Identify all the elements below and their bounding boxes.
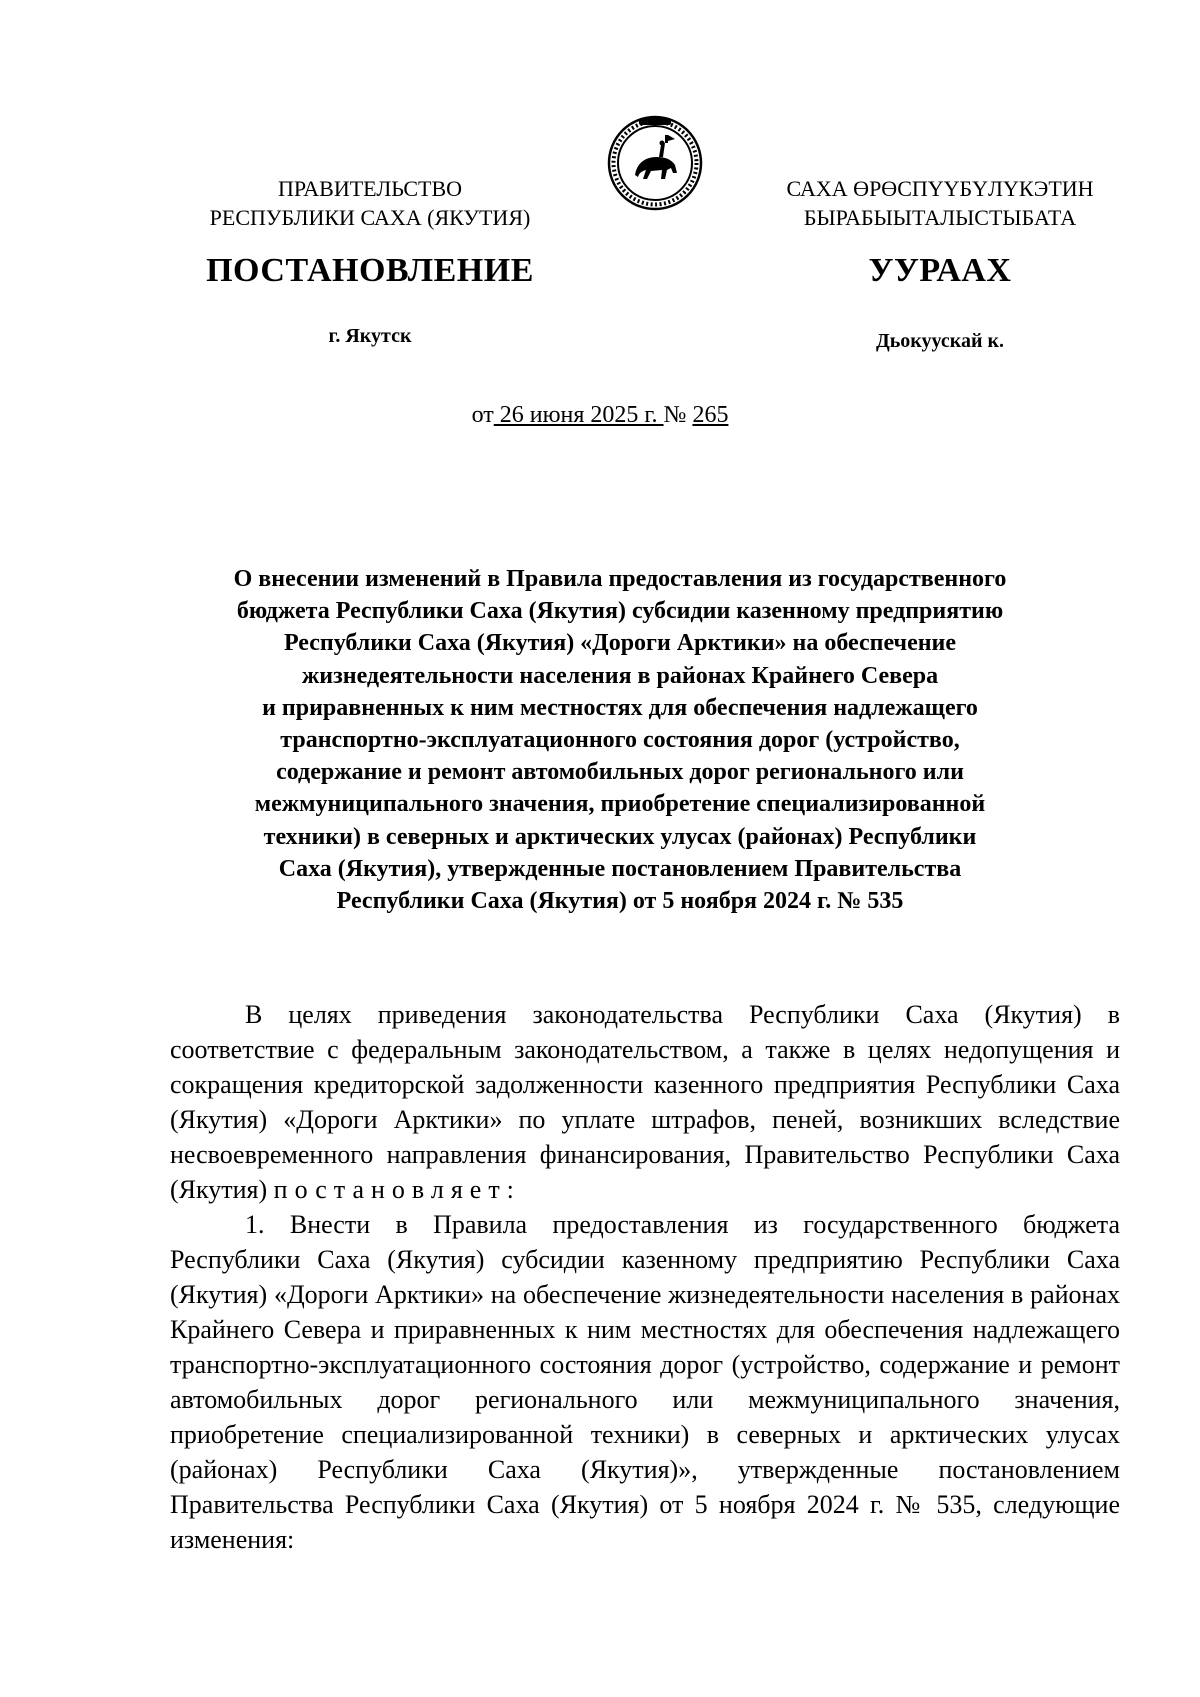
header-left-line2: РЕСПУБЛИКИ САХА (ЯКУТИЯ) (209, 205, 531, 230)
resolves-word: постановляет: (273, 1175, 521, 1204)
doc-type-right: УУРААХ (868, 252, 1012, 289)
doc-type-left: ПОСТАНОВЛЕНИЕ (206, 252, 534, 289)
title-line: Саха (Якутия), утвержденные постановлением Правительства (278, 855, 962, 882)
document-body (170, 997, 1120, 1557)
body-paragraph-item-1: 1. Внести в Правила предоставления из государственного бюджета Республики Саха (Якутия) субсидии казенному предприятию Республики Саха (Якутия) «Дороги Арктики» на обеспечение жизнедеятельности населения в районах Крайнего Севера и приравненных к ним местностях для обеспечения надлежащего транспортно-эксплуатационного состояния дорог (устройство, содержание и ремонт автомобильных дорог регионального или межмуниципального значения, приобретение специализированной техники) в северных и арктических улусах (районах) Республики Саха (Якутия)», утвержденные постановлением Правительства Республики Саха (Якутия) от 5 ноября 2024 г. № 535, следующие изменения: (170, 1210, 1120, 1554)
title-line: жизнедеятельности населения в районах Крайнего Севера (301, 662, 939, 689)
document-date: 26 июня 2025 г. (493, 402, 664, 428)
title-line: Республики Саха (Якутия) от 5 ноября 2024 г. № 535 (336, 888, 904, 915)
document-title (170, 563, 1070, 917)
title-line: О внесении изменений в Правила предоставления из государственного (233, 566, 1007, 592)
header-right-line1: САХА ӨРӨСПҮҮБҮЛҮКЭТИН (786, 176, 1094, 201)
title-line: межмуниципального значения, приобретение специализированной (254, 791, 986, 818)
date-line (0, 402, 1200, 429)
number-sign: № (663, 402, 693, 428)
sakha-republic-emblem-icon (605, 113, 705, 213)
document-number: 265 (692, 402, 729, 428)
date-prefix: от (471, 402, 494, 428)
title-line: и приравненных к ним местностях для обеспечения надлежащего (262, 694, 978, 721)
preamble-text: В целях приведения законодательства Республики Саха (Якутия) в соответствие с федеральным законодательством, а также в целях недопущения и сокращения кредиторской задолженности казенного предприятия Республики Саха (Якутия) «Дороги Арктики» по уплате штрафов, пеней, возникших вследствие несвоевременного направления финансирования, Правительство Республики Саха (Якутия) (170, 1000, 1120, 1204)
title-line: транспортно-эксплуатационного состояния дорог (устройство, (280, 727, 960, 754)
header-right-org (740, 174, 1140, 232)
city-right: Дьокуускай к. (875, 330, 1005, 352)
title-line: бюджета Республики Саха (Якутия) субсидии казенному предприятию (236, 598, 1004, 625)
body-paragraph-preamble (170, 997, 1120, 1207)
city-left: г. Якутск (328, 325, 412, 347)
header-left-line1: ПРАВИТЕЛЬСТВО (277, 176, 463, 201)
title-line: Республики Саха (Якутия) «Дороги Арктики» на обеспечение (283, 630, 957, 657)
title-line: содержание и ремонт автомобильных дорог регионального или (276, 759, 964, 786)
title-line: техники) в северных и арктических улусах (районах) Республики (263, 823, 977, 850)
header-left-org (170, 174, 570, 232)
header-right-line2: БЫРАБЫЫТАЛЫСТЫБАТА (803, 205, 1077, 230)
